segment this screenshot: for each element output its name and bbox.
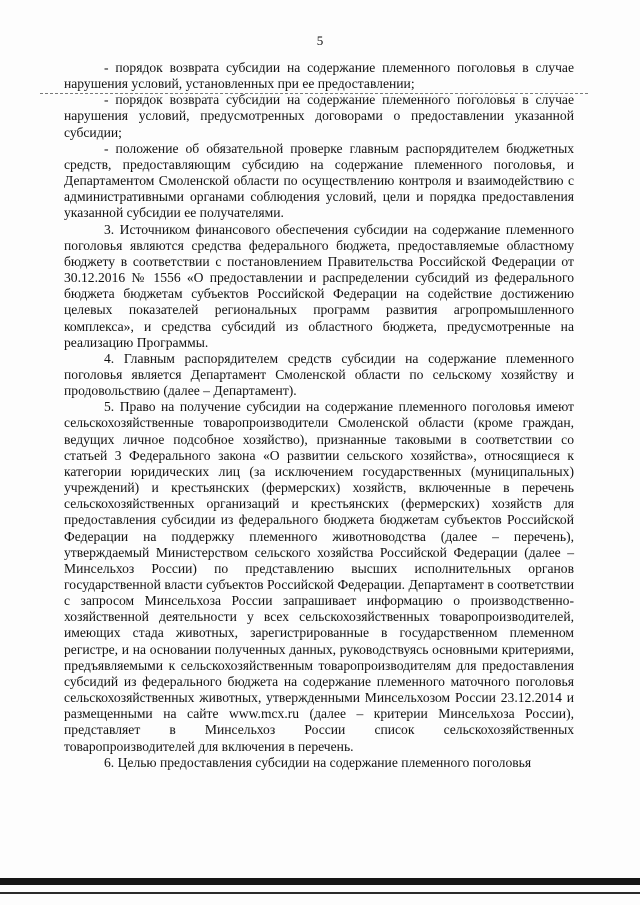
page-number: 5	[316, 33, 324, 48]
document-body	[64, 60, 574, 771]
paragraph-6-purpose: 6. Целью предоставления субсидии на содержание племенного поголовья	[104, 754, 532, 770]
paragraph-4-main-administrator: 4. Главным распорядителем средств субсидии на содержание племенного поголовья является Департамент Смоленской области по сельскому хозяйству и продовольствию (далее – Департамент).	[64, 350, 574, 399]
paragraph-item-mandatory-check: - положение об обязательной проверке главным распорядителем бюджетных средств, предоставляющим субсидию на содержание племенного поголовья, и Департаментом Смоленской области по осуществлению контроля и взаимодействию с административными органами соблюдения условий, цели и порядка предоставления указанной субсидии ее получателями.	[64, 140, 574, 221]
scan-bottom-border	[0, 878, 640, 885]
paragraph-3-funding-source: 3. Источником финансового обеспечения субсидии на содержание племенного поголовья являются средства федерального бюджета, предоставляемые областному бюджету в соответствии с постановлением Правительства Российской Федерации от 30.12.2016 № 1556 «О предоставлении и распределении субсидий из федерального бюджета бюджетам субъектов Российской Федерации на содействие достижению целевых показателей региональных программ развития агропромышленного комплекса», и средства субсидий из областного бюджета, предусмотренные на реализацию Программы.	[64, 221, 574, 350]
paragraph-5-eligibility: 5. Право на получение субсидии на содержание племенного поголовья имеют сельскохозяйственные товаропроизводители Смоленской области (кроме граждан, ведущих личное подсобное хозяйство), признанные таковыми в соответствии со статьей 3 Федерального закона «О развитии сельского хозяйства», относящиеся к категории юридических лиц (за исключением государственных (муниципальных) учреждений) и крестьянских (фермерских) хозяйств, включенные в перечень сельскохозяйственных организаций и крестьянских (фермерских) хозяйств для предоставления субсидии из федерального бюджета бюджетам субъектов Российской Федерации на поддержку племенного животноводства (далее – перечень), утверждаемый Министерством сельского хозяйства Российской Федерации (далее – Минсельхоз России) по представлению высших исполнительных органов государственной власти субъектов Российской Федерации. Департамент в соответствии с запросом Минсельхоза России запрашивает информацию о производственно-хозяйственной деятельности у всех сельскохозяйственных товаропроизводителей, имеющих стада животных, зарегистрированные в государственном племенном регистре, и на основании полученных данных, руководствуясь основными критериями, предъявляемыми к сельскохозяйственным товаропроизводителям для предоставления субсидий из федерального бюджета на содержание племенного маточного поголовья сельскохозяйственных животных, утвержденными Минсельхозом России 23.12.2014 и размещенными на сайте www.mcx.ru (далее – критерии Минсельхоза России), представляет в Минсельхоз России список сельскохозяйственных товаропроизводителей для включения в перечень.	[64, 399, 574, 754]
scan-bottom-border-thin	[0, 892, 640, 894]
paragraph-item-return-order-2: - порядок возврата субсидии на содержание племенного поголовья в случае нарушения условий, предусмотренных договорами о предоставлении указанной субсидии;	[64, 92, 574, 140]
paragraph-item-return-order-1: - порядок возврата субсидии на содержание племенного поголовья в случае нарушения условий, установленных при ее предоставлении;	[64, 60, 574, 92]
